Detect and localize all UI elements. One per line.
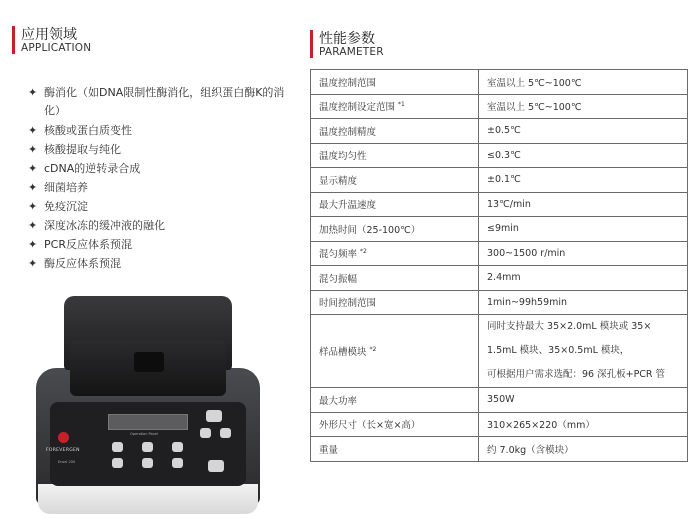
param-value: 2.4mm (479, 266, 688, 291)
param-value: ±0.1℃ (479, 168, 688, 193)
param-key: 重量 (311, 437, 479, 462)
panel-key (206, 410, 222, 422)
bullet-icon: ✦ (28, 124, 38, 137)
module-line: 1.5mL 模块、35×0.5mL 模块， (487, 345, 630, 356)
parameter-title-zh: 性能参数 (319, 31, 375, 47)
panel-key (172, 442, 183, 452)
table-row (311, 119, 688, 144)
list-item: ✦ 深度冰冻的缓冲液的融化 (26, 216, 296, 235)
lid-latch (134, 352, 164, 372)
param-key: 最大升温速度 (311, 192, 479, 217)
footnote-mark: *2 (360, 248, 367, 256)
param-key: 混匀频率 $^{*2}$ (311, 241, 479, 266)
device-image (36, 292, 260, 520)
param-value (479, 315, 688, 388)
list-item: ✦ 核酸或蛋白质变性 (26, 121, 296, 140)
param-key: 最大功率 (311, 388, 479, 413)
table-row (311, 437, 688, 462)
param-value: 350W (479, 388, 688, 413)
list-item: ✦ 核酸提取与纯化 (26, 140, 296, 159)
param-key: 样品槽模块 $^{*2}$ (311, 315, 479, 388)
list-item: ✦ 免疫沉淀 (26, 197, 296, 216)
footnote-mark: *2 (369, 345, 377, 353)
param-value: 室温以上 5℃~100℃ (479, 94, 688, 119)
table-row (311, 412, 688, 437)
list-item: ✦ 细菌培养 (26, 178, 296, 197)
param-value: 室温以上 5℃~100℃ (479, 70, 688, 95)
panel-label: Operation Panel (130, 432, 158, 436)
table-row (311, 143, 688, 168)
table-row (311, 241, 688, 266)
param-value: 300~1500 r/min (479, 241, 688, 266)
param-value: 1min~99h59min (479, 290, 688, 315)
table-row (311, 290, 688, 315)
param-key: 温度均匀性 (311, 143, 479, 168)
list-item: ✦ 酶消化（如DNA限制性酶消化，组织蛋白酶K的消化） (28, 86, 285, 117)
brand-logo-icon (58, 432, 69, 443)
param-key: 温度控制精度 (311, 119, 479, 144)
table-row (311, 388, 688, 413)
panel-key (208, 460, 224, 472)
parameter-table (310, 69, 688, 462)
application-title-en: APPLICATION (21, 42, 92, 54)
list-item: ✦ PCR反应体系预混 (26, 235, 296, 254)
device-base (38, 484, 258, 514)
application-header (12, 24, 212, 58)
table-row (311, 217, 688, 242)
param-value: 13℃/min (479, 192, 688, 217)
display-screen (108, 414, 188, 430)
param-key: 时间控制范围 (311, 290, 479, 315)
table-row (311, 70, 688, 95)
application-title-zh: 应用领域 (21, 27, 77, 43)
bullet-icon: ✦ (28, 143, 38, 156)
param-value: ≤0.3℃ (479, 143, 688, 168)
panel-key (142, 458, 153, 468)
param-value: 约 7.0kg（含模块） (479, 437, 688, 462)
bullet-icon: ✦ (28, 219, 38, 232)
bullet-icon: ✦ (28, 181, 38, 194)
bullet-icon: ✦ (28, 162, 38, 175)
panel-key (112, 458, 123, 468)
bullet-icon: ✦ (28, 86, 38, 99)
footnote-mark: *1 (398, 101, 405, 109)
module-line: 同时支持最大 35×2.0mL 模块或 35× (487, 321, 652, 332)
panel-key (112, 442, 123, 452)
red-accent-bar (12, 26, 15, 54)
bullet-icon: ✦ (28, 200, 38, 213)
parameter-title-en: PARAMETER (319, 46, 384, 58)
param-key: 加热时间（25-100℃） (311, 217, 479, 242)
panel-key (142, 442, 153, 452)
parameter-header (310, 28, 510, 62)
bullet-icon: ✦ (28, 257, 38, 270)
list-item: ✦ 酶反应体系预混 (26, 254, 296, 273)
model-text: Ensei 200 (58, 460, 76, 464)
param-value: 310×265×220（mm） (479, 412, 688, 437)
table-row (311, 168, 688, 193)
param-key: 外形尺寸（长×宽×高） (311, 412, 479, 437)
table-row (311, 266, 688, 291)
table-row (311, 315, 688, 388)
table-row (311, 94, 688, 119)
param-key: 显示精度 (311, 168, 479, 193)
list-item: ✦ cDNA的逆转录合成 (26, 159, 296, 178)
panel-key (220, 428, 231, 438)
application-list (26, 84, 296, 273)
panel-key (172, 458, 183, 468)
brand-text: FOREVERGEN (46, 448, 80, 453)
table-row (311, 192, 688, 217)
red-accent-bar (310, 30, 313, 58)
param-value: ≤9min (479, 217, 688, 242)
param-key: 温度控制范围 (311, 70, 479, 95)
bullet-icon: ✦ (28, 238, 38, 251)
param-key: 温度控制设定范围 $^{*1}$ (311, 94, 479, 119)
panel-key (200, 428, 211, 438)
param-value: ±0.5℃ (479, 119, 688, 144)
param-key: 混匀振幅 (311, 266, 479, 291)
module-line: 可根据用户需求选配：96 深孔板+PCR 管 (487, 369, 666, 380)
